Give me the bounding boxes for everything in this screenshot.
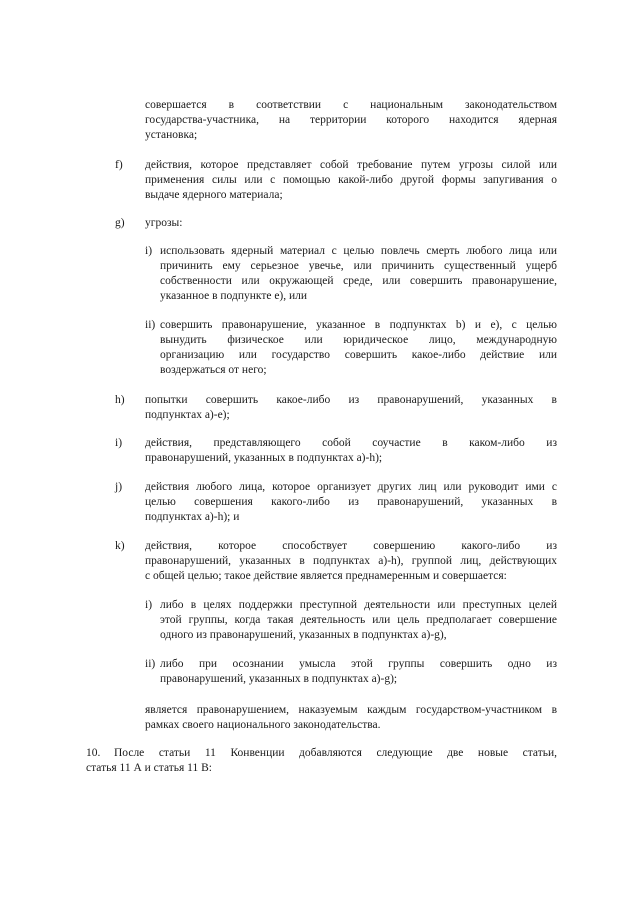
- text-line: собственности или окружающей среде, или совершить правонарушение,: [160, 275, 557, 287]
- text-line: правонарушений, указанных в подпунктах а)-h), группой лиц, действующих: [145, 555, 557, 567]
- text-line: действия любого лица, которое организует других лиц или руководит ими с: [145, 481, 557, 493]
- text-line: организацию или государство совершить какое-либо действие или: [160, 349, 557, 361]
- item-k-sub-i-text: [160, 598, 557, 643]
- text-line: либо при осознании умысла этой группы совершить одно из: [160, 658, 557, 670]
- text-line: правонарушений, указанных в подпунктах а)-h);: [145, 452, 383, 464]
- item-k-sub-i-label: i): [145, 599, 153, 611]
- text-line: угрозы:: [145, 217, 183, 229]
- text-line: либо в целях поддержки преступной деятельности или преступных целей: [160, 599, 557, 611]
- item-k-text: [145, 539, 557, 584]
- text-line: попытки совершить какое-либо из правонарушений, указанных в: [145, 394, 557, 406]
- item-k-label: k): [115, 540, 125, 552]
- item-i-label: i): [115, 437, 123, 449]
- intro-continuation: [145, 98, 557, 143]
- para-10-text: [86, 746, 557, 776]
- text-line: целью совершения какого-либо из правонарушений, указанных в: [145, 496, 557, 508]
- text-line: совершается в соответствии с национальным законодательством: [145, 99, 557, 111]
- text-line: с общей целью; такое действие является преднамеренным и совершается:: [145, 570, 507, 582]
- text-line: причинить ему серьезное увечье, или причинить существенный ущерб: [160, 260, 557, 272]
- item-g-sub-ii-label: ii): [145, 319, 156, 331]
- item-g-sub-i-text: [160, 244, 557, 304]
- item-k-sub-ii-label: ii): [145, 658, 156, 670]
- text-line: действия, которое способствует совершению какого-либо из: [145, 540, 557, 552]
- text-line: применения силы или с помощью какой-либо другой формы запугивания о: [145, 174, 557, 186]
- item-g-text: [145, 216, 182, 231]
- text-line: статья 11 А и статья 11 В:: [86, 762, 212, 774]
- text-line: выдаче ядерного материала;: [145, 189, 283, 201]
- item-k-sub-ii-text: [160, 657, 557, 687]
- text-line: указанное в подпункте е), или: [160, 290, 308, 302]
- item-g-label: g): [115, 217, 125, 229]
- closing-paragraph: [145, 703, 557, 733]
- text-line: действия, представляющего собой соучастие в каком-либо из: [145, 437, 557, 449]
- item-g-sub-i-label: i): [145, 245, 153, 257]
- item-f-text: [145, 158, 557, 203]
- text-line: правонарушений, указанных в подпунктах а)-g);: [160, 673, 398, 685]
- text-line: подпунктах а)-h); и: [145, 511, 240, 523]
- item-j-label: j): [115, 481, 123, 493]
- item-j-text: [145, 480, 557, 525]
- text-line: рамках своего национального законодательства.: [145, 719, 381, 731]
- para-10-label: 10.: [86, 747, 101, 759]
- text-line: установка;: [145, 129, 198, 141]
- item-h-label: h): [115, 394, 125, 406]
- text-line: является правонарушением, наказуемым каждым государством-участником в: [145, 704, 557, 716]
- item-g-sub-ii-text: [160, 318, 557, 378]
- item-f-label: f): [115, 159, 123, 171]
- text-line: воздержаться от него;: [160, 364, 267, 376]
- text-line: После статьи 11 Конвенции добавляются следующие две новые статьи,: [114, 747, 557, 759]
- text-line: подпунктах а)-е);: [145, 409, 230, 421]
- text-line: вынудить физическое или юридическое лицо, международную: [160, 334, 557, 346]
- text-line: действия, которое представляет собой требование путем угрозы силой или: [145, 159, 557, 171]
- text-line: этой группы, когда такая деятельность или цель предполагает совершение: [160, 614, 557, 626]
- item-i-text: [145, 436, 557, 466]
- text-line: использовать ядерный материал с целью повлечь смерть любого лица или: [160, 245, 557, 257]
- item-h-text: [145, 393, 557, 423]
- text-line: совершить правонарушение, указанное в подпунктах b) и е), с целью: [160, 319, 557, 331]
- text-line: одного из правонарушений, указанных в подпунктах а)-g),: [160, 629, 447, 641]
- text-line: государства-участника, на территории которого находится ядерная: [145, 114, 557, 126]
